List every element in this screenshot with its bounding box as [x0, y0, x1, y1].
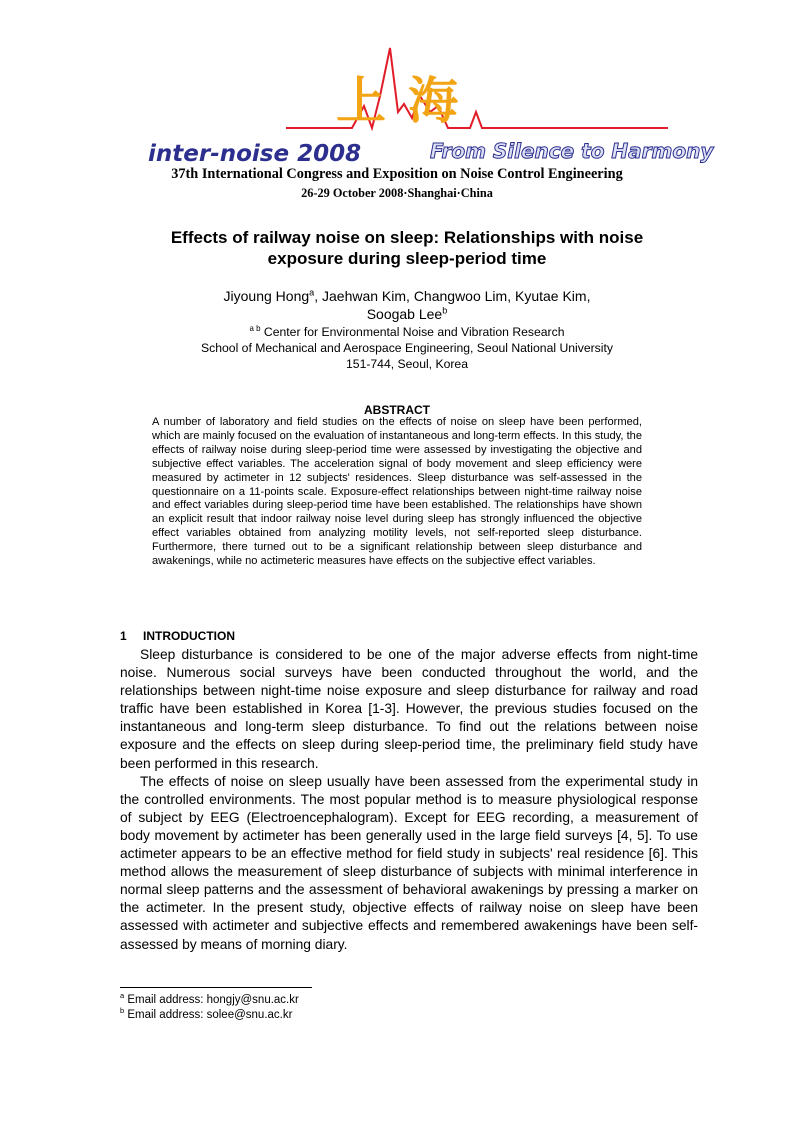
congress-date: 26-29 October 2008·Shanghai·China [301, 186, 493, 200]
logo-wordmark: inter-noise 2008 [148, 141, 362, 167]
affiliation-text: Center for Environmental Noise and Vibration Research [260, 325, 565, 339]
affiliation-line-3: 151-744, Seoul, Korea [346, 357, 468, 371]
affiliation-sup: a b [249, 323, 261, 333]
footnote-text: Email address: hongjy@snu.ac.kr [124, 994, 299, 1006]
footnote-mark: b [120, 1006, 125, 1016]
abstract-heading: ABSTRACT [364, 403, 430, 417]
paper-title [120, 227, 694, 269]
author-name: Jiyoung Hong [223, 288, 310, 304]
affiliation-line-2: School of Mechanical and Aerospace Engineering, Seoul National University [201, 341, 613, 355]
abstract-text: A number of laboratory and field studies on the effects of noise on sleep have been performed, which are mainly focused on the evaluation of instantaneous and long-term effects. In this study, the effects of railway noise during sleep-period time were assessed by investigating the objective and subjective effect variables. The acceleration signal of body movement and sleep efficiency were measured by actimeter in 12 subjects' residences. Sleep disturbance was self-assessed in the questionnaire on a 11-points scale. Exposure-effect relationships between night-time railway noise and effect variables during sleep-period time have been established. The relationships have shown an explicit result that indoor railway noise level during sleep has strongly influenced the objective effect variables obtained from analyzing motility levels, not self-reported sleep disturbance. Furthermore, there turned out to be a significant relationship between sleep disturbance and awakenings, while no actimeteric measures have effects on the subjective effect variables. [152, 416, 642, 568]
affiliation-line-1 [120, 324, 694, 340]
footnote-divider [120, 987, 312, 988]
introduction-paragraph-1: Sleep disturbance is considered to be one of the major adverse effects from night-time noise. Numerous social surveys have been conducted throughout the world, and the relationships between night-time noise exposure and sleep disturbance for railway and road traffic have been established in Korea [1-3]. However, the previous studies focused on the instantaneous and long-term sleep disturbance. To find out the relations between noise exposure and the effects on sleep during sleep-period time, the preliminary field study have been performed in this research. [120, 647, 698, 771]
footnote-text: Email address: solee@snu.ac.kr [124, 1009, 293, 1021]
section-number: 1 [120, 629, 127, 643]
author-sup: a [309, 287, 315, 298]
introduction-paragraph-2: The effects of noise on sleep usually have been assessed from the experimental study in the controlled environments. The most popular method is to measure physiological response of subject by EEG (Electroencephalogram). Except for EEG recording, a measurement of body movement by actimeter has been generally used in the large field surveys [4, 5]. To use actimeter appears to be an effective method for field study in subjects' real residence [6]. This method allows the measurement of sleep disturbance of subjects with minimal interference in normal sleep patterns and the assessment of behavioral awakenings by pressing a marker on the actimeter. In the present study, objective effects of railway noise on sleep have been assessed with actimeter and subjective effects and remembered awakenings have been self-assessed by means of morning diary. [120, 773, 698, 952]
author-sup: b [442, 305, 448, 316]
footnote-mark: a [120, 991, 125, 1001]
logo-tagline: From Silence to Harmony [430, 139, 714, 163]
section-title: INTRODUCTION [143, 629, 235, 643]
author-names: , Jaehwan Kim, Changwoo Lim, Kyutae Kim, [314, 288, 591, 304]
congress-title: 37th International Congress and Exposition on Noise Control Engineering [171, 166, 623, 182]
footnote-a [120, 993, 299, 1007]
author-name: Soogab Lee [366, 306, 443, 322]
authors-line-2 [120, 305, 694, 323]
logo-chinese-text: 上海 [336, 72, 480, 130]
section-heading-introduction [120, 629, 235, 643]
paper-title-line-1: Effects of railway noise on sleep: Relationships with noise [170, 228, 644, 247]
footnote-b [120, 1008, 292, 1022]
conference-logo [0, 0, 794, 170]
paper-title-line-2: exposure during sleep-period time [267, 249, 547, 268]
introduction-body [120, 646, 698, 954]
authors-line-1 [120, 287, 694, 305]
